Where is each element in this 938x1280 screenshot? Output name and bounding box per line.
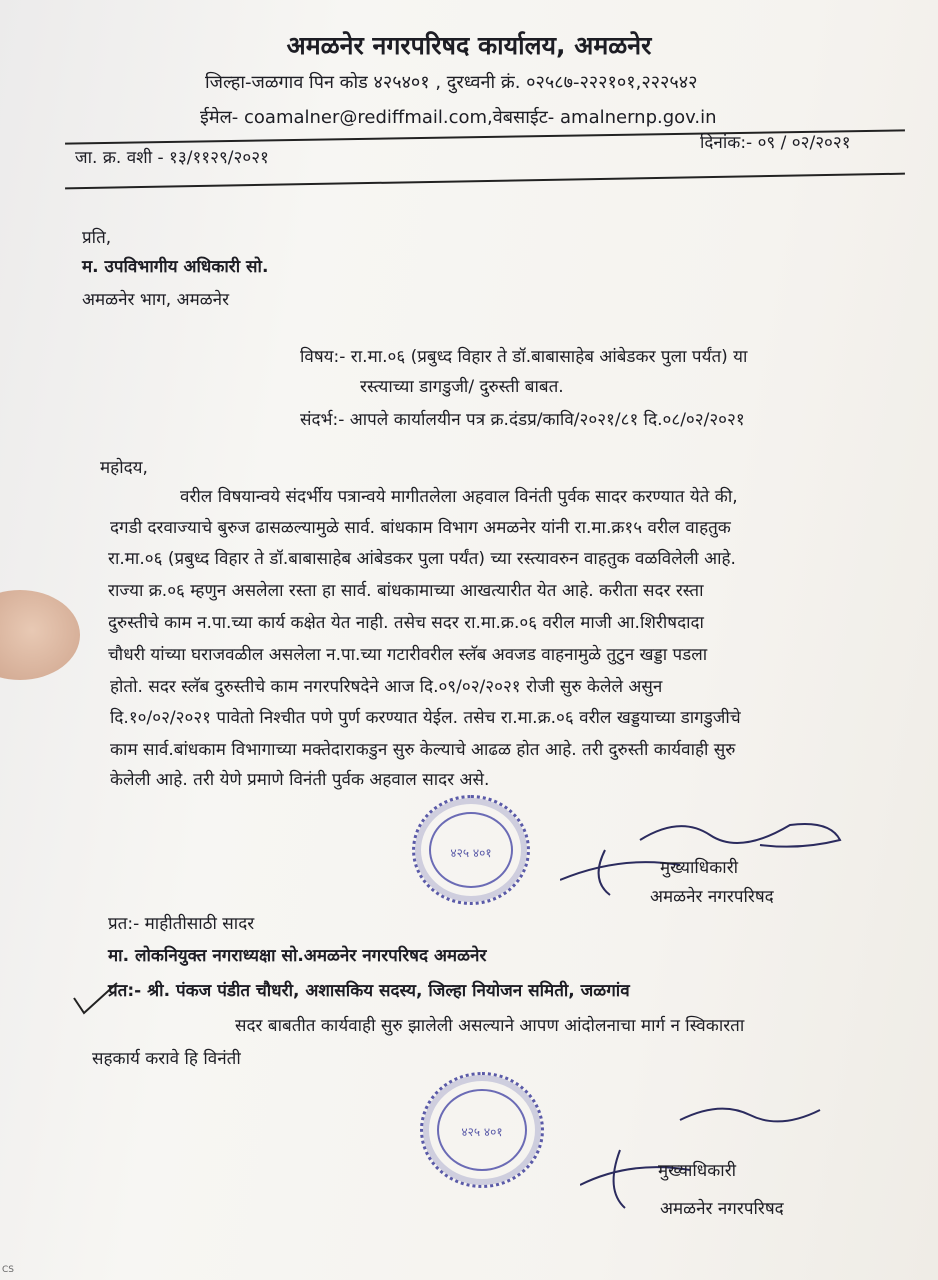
body-line: दि.१०/०२/२०२१ पावेतो निश्चीत पणे पुर्ण करण्यात येईल. तसेच रा.मा.क्र.०६ वरील खड्डयाच्या डागडुजीचे (110, 708, 741, 728)
signatory-designation: मुख्याधिकारी (658, 1161, 737, 1181)
copy-line-1: प्रत:- माहीतीसाठी सादर (108, 914, 255, 934)
body-line: काम सार्व.बांधकाम विभागाच्या मक्तेदाराकडुन सुरु केल्याचे आढळ होत आहे. तरी दुरुस्ती कार्यवाही सुरु (110, 740, 736, 760)
body-line: दगडी दरवाज्याचे बुरुज ढासळल्यामुळे सार्व. बांधकाम विभाग अमळनेर यांनी रा.मा.क्र१५ वरील वाहतुक (110, 518, 731, 538)
copy-line-5: सहकार्य करावे हि विनंती (92, 1049, 241, 1069)
checkmark-icon (72, 978, 122, 1018)
letterhead-title: अमळनेर नगरपरिषद कार्यालय, अमळनेर (286, 31, 652, 60)
signatory-designation: मुख्याधिकारी (660, 858, 739, 878)
scanner-badge: CS (2, 1265, 14, 1275)
signatory-office: अमळनेर नगरपरिषद (660, 1199, 784, 1219)
reference-number: जा. क्र. वशी - १३/११२९/२०२१ (75, 148, 269, 168)
copy-line-4: सदर बाबतीत कार्यवाही सुरु झालेली असल्याने आपण आंदोलनाचा मार्ग न स्विकारता (235, 1016, 745, 1036)
body-line: राज्या क्र.०६ म्हणुन असलेला रस्ता हा सार्व. बांधकामाच्या आखत्यारीत येत आहे. करीता सदर रस्ता (108, 581, 704, 601)
subject-line-1: विषय:- रा.मा.०६ (प्रबुध्द विहार ते डॉ.बाबासाहेब आंबेडकर पुला पर्यंत) या (300, 347, 748, 367)
body-line: रा.मा.०६ (प्रबुध्द विहार ते डॉ.बाबासाहेब आंबेडकर पुला पर्यंत) च्या रस्त्यावरुन वाहतुक वळविलेली आहे. (108, 549, 736, 569)
body-line: चौधरी यांच्या घराजवळील असलेला न.पा.च्या गटारीवरील स्लॅब अवजड वाहनामुळे तुटुन खड्डा पडला (108, 645, 708, 665)
office-stamp: ४२५ ४०१ (420, 1072, 544, 1188)
signatory-office: अमळनेर नगरपरिषद (650, 887, 774, 907)
copy-line-2: मा. लोकनियुक्त नगराध्यक्षा सो.अमळनेर नगरपरिषद अमळनेर (108, 946, 487, 966)
letterhead-contact: ईमेल- coamalner@rediffmail.com,वेबसाईट- amalnernp.gov.in (200, 107, 717, 128)
office-stamp: ४२५ ४०१ (412, 795, 530, 905)
body-line: वरील विषयान्वये संदर्भीय पत्रान्वये मागीतलेला अहवाल विनंती पुर्वक सादर करण्यात येते की, (180, 487, 738, 507)
recipient-place: अमळनेर भाग, अमळनेर (82, 290, 230, 310)
recipient-name: म. उपविभागीय अधिकारी सो. (82, 257, 269, 277)
letter-date: दिनांक:- ०९ / ०२/२०२१ (700, 133, 851, 153)
subject-reference: संदर्भ:- आपले कार्यालयीन पत्र क्र.दंडप्र/कावि/२०२१/८१ दि.०८/०२/२०२१ (300, 410, 745, 430)
body-line: होतो. सदर स्लॅब दुरुस्तीचे काम नगरपरिषदेने आज दि.०९/०२/२०२१ रोजी सुरु केलेले असुन (110, 677, 663, 697)
signature-scribble (580, 1090, 840, 1210)
body-line: केलेली आहे. तरी येणे प्रमाणे विनंती पुर्वक अहवाल सादर असे. (110, 770, 490, 790)
body-line: दुरुस्तीचे काम न.पा.च्या कार्य कक्षेत येत नाही. तसेच सदर रा.मा.क्र.०६ वरील माजी आ.शिरीषदादा (108, 613, 704, 633)
letterhead-address: जिल्हा-जळगाव पिन कोड ४२५४०१ , दुरध्वनी क्रं. ०२५८७-२२२१०१,२२२५४२ (205, 72, 698, 93)
subject-line-2: रस्त्याच्या डागडुजी/ दुरुस्ती बाबत. (360, 377, 564, 397)
recipient-prefix: प्रति, (82, 228, 112, 248)
copy-line-3: प्रत:- श्री. पंकज पंडीत चौधरी, अशासकिय सदस्य, जिल्हा नियोजन समिती, जळगांव (108, 981, 630, 1001)
salutation: महोदय, (100, 458, 148, 478)
